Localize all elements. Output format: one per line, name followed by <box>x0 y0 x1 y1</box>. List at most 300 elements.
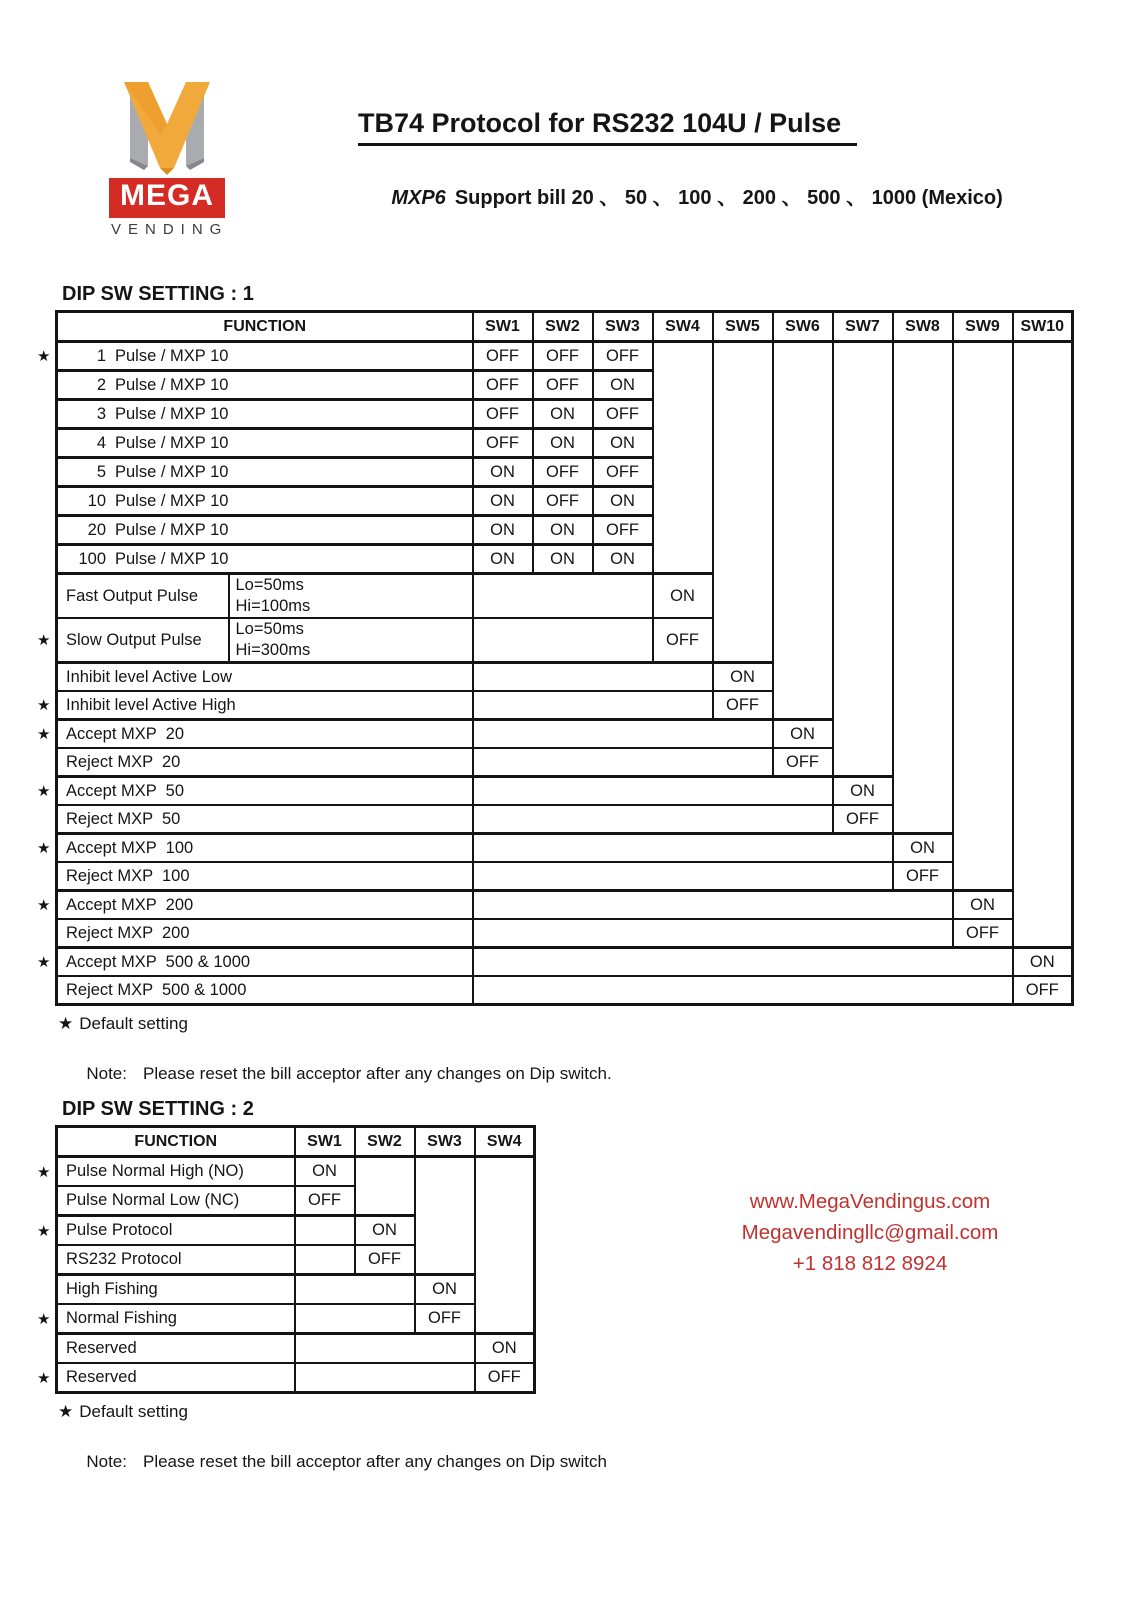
sw-empty-strip <box>773 429 833 458</box>
default-star-icon: ★ <box>37 954 51 971</box>
sw-empty-strip <box>475 1245 535 1275</box>
mega-vending-logo <box>106 76 228 238</box>
sw-blank-cell <box>473 691 713 720</box>
sw-empty-strip <box>653 516 713 545</box>
pulse-timing-cell: Lo=50ms Hi=100ms <box>229 574 473 619</box>
pulse-count: 5 <box>96 462 106 481</box>
sw-column-header: SW2 <box>355 1127 415 1157</box>
sw-empty-strip <box>893 429 953 458</box>
sw-column-header: SW4 <box>653 312 713 342</box>
sw-column-header: SW7 <box>833 312 893 342</box>
function-cell: 20 Pulse / MXP 10 <box>57 516 473 545</box>
pulse-count: 20 <box>87 520 106 539</box>
sw-empty-strip <box>893 574 953 619</box>
sw-value-cell: ON <box>475 1334 535 1364</box>
default-star-icon: ★ <box>37 1163 51 1181</box>
sw-empty-strip <box>773 400 833 429</box>
dip-sw-setting-1-table <box>37 310 1074 1006</box>
default-star-icon: ★ <box>37 1310 51 1328</box>
sw-value-cell: ON <box>473 458 533 487</box>
sw-value-cell: OFF <box>473 429 533 458</box>
sw-blank-cell <box>473 777 833 806</box>
sw-empty-strip <box>773 691 833 720</box>
sw-value-cell: ON <box>593 429 653 458</box>
sw-column-header: SW8 <box>893 312 953 342</box>
sw-empty-strip <box>953 487 1013 516</box>
email-link[interactable]: Megavendingllc@gmail.com <box>741 1221 999 1244</box>
sw-value-cell: ON <box>1013 948 1073 977</box>
sw-empty-strip <box>773 487 833 516</box>
sw-column-header: SW1 <box>295 1127 355 1157</box>
dip-table-2 <box>37 1125 555 1394</box>
default-star-icon: ★ <box>37 1222 51 1240</box>
sw-value-cell: ON <box>533 516 593 545</box>
function-cell: ★ Pulse Normal High (NO) <box>57 1157 295 1187</box>
sw-empty-strip <box>1013 458 1073 487</box>
dip-setting-2-heading: DIP SW SETTING : 2 <box>62 1098 254 1120</box>
sw-empty-strip <box>953 805 1013 834</box>
sw-empty-strip <box>713 516 773 545</box>
dip-setting-2-section <box>37 1098 607 1492</box>
sw-blank-cell <box>295 1245 355 1275</box>
function-cell: Reject MXP 200 <box>57 919 473 948</box>
sw-empty-strip <box>1013 805 1073 834</box>
sw-empty-strip <box>713 400 773 429</box>
sw-empty-strip <box>833 487 893 516</box>
sw-empty-strip <box>1013 429 1073 458</box>
function-cell: High Fishing <box>57 1275 295 1305</box>
sw-value-cell: ON <box>533 545 593 574</box>
table-row <box>57 891 1073 920</box>
function-cell: Reject MXP 20 <box>57 748 473 777</box>
table-row <box>57 748 1073 777</box>
sw-empty-strip <box>893 691 953 720</box>
function-cell: 4 Pulse / MXP 10 <box>57 429 473 458</box>
sw-blank-cell <box>473 618 653 663</box>
sw-empty-strip <box>713 618 773 663</box>
sw-blank-cell <box>473 919 953 948</box>
sw-empty-strip <box>1013 834 1073 863</box>
sw-value-cell: ON <box>473 487 533 516</box>
sw-value-cell: ON <box>295 1157 355 1187</box>
sw-blank-cell <box>295 1334 475 1364</box>
sw-empty-strip <box>893 720 953 749</box>
sw-blank-cell <box>473 862 893 891</box>
table-row <box>57 948 1073 977</box>
logo-mv-icon <box>118 76 216 176</box>
table-row <box>57 777 1073 806</box>
sw-empty-strip <box>893 516 953 545</box>
reset-note-1: Note: Please reset the bill acceptor after any changes on Dip switch. <box>86 1064 612 1083</box>
sw-value-cell: ON <box>533 429 593 458</box>
sw-empty-strip <box>355 1186 415 1216</box>
sw-empty-strip <box>1013 400 1073 429</box>
function-cell: Reserved <box>57 1334 295 1364</box>
sw-empty-strip <box>953 342 1013 371</box>
sw-empty-strip <box>773 663 833 692</box>
function-cell: Reject MXP 50 <box>57 805 473 834</box>
sw-blank-cell <box>295 1304 415 1334</box>
sw-value-cell: OFF <box>473 342 533 371</box>
sw-value-cell: OFF <box>833 805 893 834</box>
function-cell: ★ Reserved <box>57 1363 295 1393</box>
sw-value-cell: OFF <box>355 1245 415 1275</box>
sw-empty-strip <box>1013 748 1073 777</box>
sw-empty-strip <box>953 429 1013 458</box>
default-setting-legend-2: ★ Default setting <box>58 1402 188 1421</box>
sw-empty-strip <box>773 516 833 545</box>
sw-blank-cell <box>295 1216 355 1246</box>
sw-empty-strip <box>953 663 1013 692</box>
sw-empty-strip <box>415 1245 475 1275</box>
sw-empty-strip <box>833 748 893 777</box>
sw-blank-cell <box>473 663 713 692</box>
sw-column-header: SW2 <box>533 312 593 342</box>
sw-column-header: SW9 <box>953 312 1013 342</box>
phone-number: +1 818 812 8924 <box>792 1252 948 1275</box>
function-column-header: FUNCTION <box>57 1127 295 1157</box>
sw-value-cell: OFF <box>295 1186 355 1216</box>
sw-value-cell: OFF <box>415 1304 475 1334</box>
sw-blank-cell <box>473 834 893 863</box>
dip-table-1 <box>37 310 1085 1006</box>
function-cell: Fast Output Pulse <box>57 574 229 619</box>
sw-empty-strip <box>953 834 1013 863</box>
function-cell: 5 Pulse / MXP 10 <box>57 458 473 487</box>
sw-value-cell: ON <box>533 400 593 429</box>
sw-column-header: SW4 <box>475 1127 535 1157</box>
function-cell: Reject MXP 500 & 1000 <box>57 976 473 1005</box>
sw-value-cell: ON <box>355 1216 415 1246</box>
sw-value-cell: OFF <box>473 371 533 400</box>
sw-value-cell: ON <box>473 516 533 545</box>
table-row <box>57 1363 535 1393</box>
table-row <box>57 1186 535 1216</box>
sw-empty-strip <box>713 429 773 458</box>
sw-empty-strip <box>713 574 773 619</box>
sw-value-cell: OFF <box>593 342 653 371</box>
dip-setting-1-section <box>37 283 1085 1104</box>
table-row <box>57 1216 535 1246</box>
sw-value-cell: OFF <box>1013 976 1073 1005</box>
table-row <box>57 458 1073 487</box>
sw-empty-strip <box>653 400 713 429</box>
sw-empty-strip <box>1013 371 1073 400</box>
sw-empty-strip <box>833 574 893 619</box>
default-star-icon: ★ <box>37 1369 51 1387</box>
supported-bills-text: Support bill 20 、 50 、 100 、 200 、 500 、 1000 (Mexico) <box>454 187 1003 209</box>
sw-empty-strip <box>833 342 893 371</box>
table-row <box>57 342 1073 371</box>
sw-empty-strip <box>713 371 773 400</box>
sw-empty-strip <box>1013 862 1073 891</box>
function-cell: 2 Pulse / MXP 10 <box>57 371 473 400</box>
sw-empty-strip <box>653 371 713 400</box>
sw-value-cell: ON <box>653 574 713 619</box>
function-cell: ★ Accept MXP 500 & 1000 <box>57 948 473 977</box>
sw-empty-strip <box>653 487 713 516</box>
table-row <box>57 834 1073 863</box>
sw-value-cell: ON <box>593 487 653 516</box>
sw-value-cell: OFF <box>593 400 653 429</box>
sw-empty-strip <box>893 545 953 574</box>
table-row <box>57 1334 535 1364</box>
sw-value-cell: OFF <box>653 618 713 663</box>
pulse-count: 4 <box>96 433 106 452</box>
sw-empty-strip <box>475 1304 535 1334</box>
star-icon: ★ <box>58 1014 74 1033</box>
sw-empty-strip <box>1013 691 1073 720</box>
pulse-count: 10 <box>87 491 106 510</box>
function-cell: ★ Accept MXP 100 <box>57 834 473 863</box>
pulse-count: 3 <box>96 404 106 423</box>
table-row <box>57 805 1073 834</box>
sw-empty-strip <box>1013 663 1073 692</box>
sw-value-cell: OFF <box>533 371 593 400</box>
sw-empty-strip <box>953 400 1013 429</box>
contact-block <box>640 1186 1100 1279</box>
sw-empty-strip <box>1013 574 1073 619</box>
sw-blank-cell <box>473 805 833 834</box>
table-row <box>57 516 1073 545</box>
sw-empty-strip <box>833 545 893 574</box>
function-cell: ★ Pulse Protocol <box>57 1216 295 1246</box>
table-row <box>57 371 1073 400</box>
sw-value-cell: OFF <box>773 748 833 777</box>
sw-value-cell: OFF <box>713 691 773 720</box>
function-cell: ★ Normal Fishing <box>57 1304 295 1334</box>
sw-column-header: SW3 <box>415 1127 475 1157</box>
default-star-icon: ★ <box>37 840 51 857</box>
sw-value-cell: ON <box>953 891 1013 920</box>
table-row <box>57 691 1073 720</box>
sw-empty-strip <box>833 516 893 545</box>
sw-empty-strip <box>653 429 713 458</box>
function-cell: 100 Pulse / MXP 10 <box>57 545 473 574</box>
function-cell: ★ Accept MXP 200 <box>57 891 473 920</box>
sw-empty-strip <box>475 1186 535 1216</box>
sw-empty-strip <box>1013 487 1073 516</box>
function-cell: ★ Inhibit level Active High <box>57 691 473 720</box>
sw-empty-strip <box>953 458 1013 487</box>
sw-value-cell: ON <box>833 777 893 806</box>
sw-blank-cell <box>473 948 1013 977</box>
sw-empty-strip <box>1013 545 1073 574</box>
function-cell: ★ Accept MXP 50 <box>57 777 473 806</box>
sw-empty-strip <box>773 458 833 487</box>
function-cell: Inhibit level Active Low <box>57 663 473 692</box>
sw-empty-strip <box>893 487 953 516</box>
sw-empty-strip <box>355 1157 415 1187</box>
function-cell: RS232 Protocol <box>57 1245 295 1275</box>
default-star-icon: ★ <box>37 783 51 800</box>
sw-value-cell: OFF <box>593 516 653 545</box>
document-subtitle <box>358 158 1003 233</box>
sw-empty-strip <box>653 342 713 371</box>
document-title: TB74 Protocol for RS232 104U / Pulse <box>358 108 857 146</box>
table-row <box>57 400 1073 429</box>
sw-empty-strip <box>893 663 953 692</box>
sw-empty-strip <box>953 618 1013 663</box>
sw-empty-strip <box>953 720 1013 749</box>
sw-empty-strip <box>1013 516 1073 545</box>
sw-empty-strip <box>893 400 953 429</box>
sw-blank-cell <box>473 720 773 749</box>
sw-empty-strip <box>833 663 893 692</box>
sw-empty-strip <box>415 1216 475 1246</box>
sw-empty-strip <box>893 777 953 806</box>
sw-value-cell: OFF <box>473 400 533 429</box>
table-row <box>57 429 1073 458</box>
sw-empty-strip <box>893 371 953 400</box>
sw-value-cell: OFF <box>533 342 593 371</box>
table-row <box>57 545 1073 574</box>
function-cell: Pulse Normal Low (NC) <box>57 1186 295 1216</box>
sw-empty-strip <box>953 862 1013 891</box>
table-row <box>57 862 1073 891</box>
sw-empty-strip <box>773 574 833 619</box>
function-cell: ★ 1 Pulse / MXP 10 <box>57 342 473 371</box>
table-row <box>57 487 1073 516</box>
sw-empty-strip <box>833 400 893 429</box>
sw-value-cell: ON <box>773 720 833 749</box>
sw-blank-cell <box>295 1363 475 1393</box>
sw-empty-strip <box>475 1157 535 1187</box>
sw-column-header: SW3 <box>593 312 653 342</box>
sw-empty-strip <box>773 545 833 574</box>
function-cell: 3 Pulse / MXP 10 <box>57 400 473 429</box>
table-row <box>57 919 1073 948</box>
table-row <box>57 574 1073 619</box>
sw-empty-strip <box>893 458 953 487</box>
star-icon: ★ <box>58 1402 74 1421</box>
sw-empty-strip <box>415 1186 475 1216</box>
default-star-icon: ★ <box>37 726 51 743</box>
sw-empty-strip <box>833 691 893 720</box>
sw-blank-cell <box>473 891 953 920</box>
table-row <box>57 1157 535 1187</box>
sw-empty-strip <box>953 545 1013 574</box>
sw-empty-strip <box>953 691 1013 720</box>
sw-empty-strip <box>415 1157 475 1187</box>
table-row <box>57 720 1073 749</box>
dip-sw-setting-2-table <box>37 1125 536 1394</box>
sw-value-cell: OFF <box>593 458 653 487</box>
sw-empty-strip <box>713 458 773 487</box>
sw-empty-strip <box>833 720 893 749</box>
sw-empty-strip <box>893 342 953 371</box>
default-setting-legend-1: ★ Default setting <box>58 1014 188 1033</box>
sw-empty-strip <box>773 618 833 663</box>
logo-vending-text: VENDING <box>111 221 229 238</box>
reset-note-2: Note: Please reset the bill acceptor after any changes on Dip switch <box>86 1452 607 1471</box>
sw-empty-strip <box>893 618 953 663</box>
sw-empty-strip <box>893 805 953 834</box>
sw-blank-cell <box>473 748 773 777</box>
sw-blank-cell <box>473 574 653 619</box>
sw-empty-strip <box>773 371 833 400</box>
function-cell: ★ Accept MXP 20 <box>57 720 473 749</box>
dip-setting-1-heading: DIP SW SETTING : 1 <box>62 283 254 305</box>
sw-empty-strip <box>1013 919 1073 948</box>
sw-empty-strip <box>1013 720 1073 749</box>
table-row <box>57 618 1073 663</box>
sw-value-cell: OFF <box>953 919 1013 948</box>
sw-empty-strip <box>713 342 773 371</box>
title-block <box>358 108 1003 233</box>
default-star-icon: ★ <box>37 897 51 914</box>
sw-empty-strip <box>713 487 773 516</box>
website-link[interactable]: www.MegaVendingus.com <box>749 1190 991 1213</box>
sw-empty-strip <box>653 458 713 487</box>
sw-value-cell: OFF <box>893 862 953 891</box>
sw-empty-strip <box>1013 618 1073 663</box>
sw-empty-strip <box>1013 891 1073 920</box>
table-row <box>57 1304 535 1334</box>
pulse-timing-cell: Lo=50ms Hi=300ms <box>229 618 473 663</box>
function-cell: ★ Slow Output Pulse <box>57 618 229 663</box>
sw-empty-strip <box>475 1216 535 1246</box>
sw-empty-strip <box>833 371 893 400</box>
sw-empty-strip <box>953 371 1013 400</box>
function-cell: 10 Pulse / MXP 10 <box>57 487 473 516</box>
sw-blank-cell <box>295 1275 415 1305</box>
sw-empty-strip <box>1013 777 1073 806</box>
sw-empty-strip <box>893 748 953 777</box>
sw-empty-strip <box>833 458 893 487</box>
pulse-count: 100 <box>78 549 106 568</box>
default-star-icon: ★ <box>37 348 51 365</box>
sw-column-header: SW10 <box>1013 312 1073 342</box>
sw-empty-strip <box>653 545 713 574</box>
sw-value-cell: OFF <box>533 487 593 516</box>
sw-value-cell: ON <box>593 371 653 400</box>
default-star-icon: ★ <box>37 697 51 714</box>
sw-empty-strip <box>475 1275 535 1305</box>
sw-empty-strip <box>773 342 833 371</box>
logo-mega-text: MEGA <box>109 178 225 218</box>
sw-empty-strip <box>953 574 1013 619</box>
table-row <box>57 1245 535 1275</box>
sw-empty-strip <box>953 748 1013 777</box>
sw-column-header: SW5 <box>713 312 773 342</box>
function-cell: Reject MXP 100 <box>57 862 473 891</box>
model-name: MXP6 <box>391 187 446 209</box>
function-column-header: FUNCTION <box>57 312 473 342</box>
table-row <box>57 1275 535 1305</box>
sw-column-header: SW1 <box>473 312 533 342</box>
pulse-count: 1 <box>96 346 106 365</box>
sw-empty-strip <box>713 545 773 574</box>
sw-value-cell: ON <box>593 545 653 574</box>
sw-empty-strip <box>953 516 1013 545</box>
table-row <box>57 663 1073 692</box>
sw-empty-strip <box>833 618 893 663</box>
sw-value-cell: ON <box>473 545 533 574</box>
default-star-icon: ★ <box>37 632 51 649</box>
sw-value-cell: OFF <box>475 1363 535 1393</box>
sw-empty-strip <box>833 429 893 458</box>
sw-value-cell: ON <box>893 834 953 863</box>
sw-value-cell: ON <box>415 1275 475 1305</box>
table-row <box>57 976 1073 1005</box>
sw-value-cell: OFF <box>533 458 593 487</box>
sw-empty-strip <box>953 777 1013 806</box>
sw-blank-cell <box>473 976 1013 1005</box>
sw-column-header: SW6 <box>773 312 833 342</box>
sw-value-cell: ON <box>713 663 773 692</box>
sw-empty-strip <box>1013 342 1073 371</box>
